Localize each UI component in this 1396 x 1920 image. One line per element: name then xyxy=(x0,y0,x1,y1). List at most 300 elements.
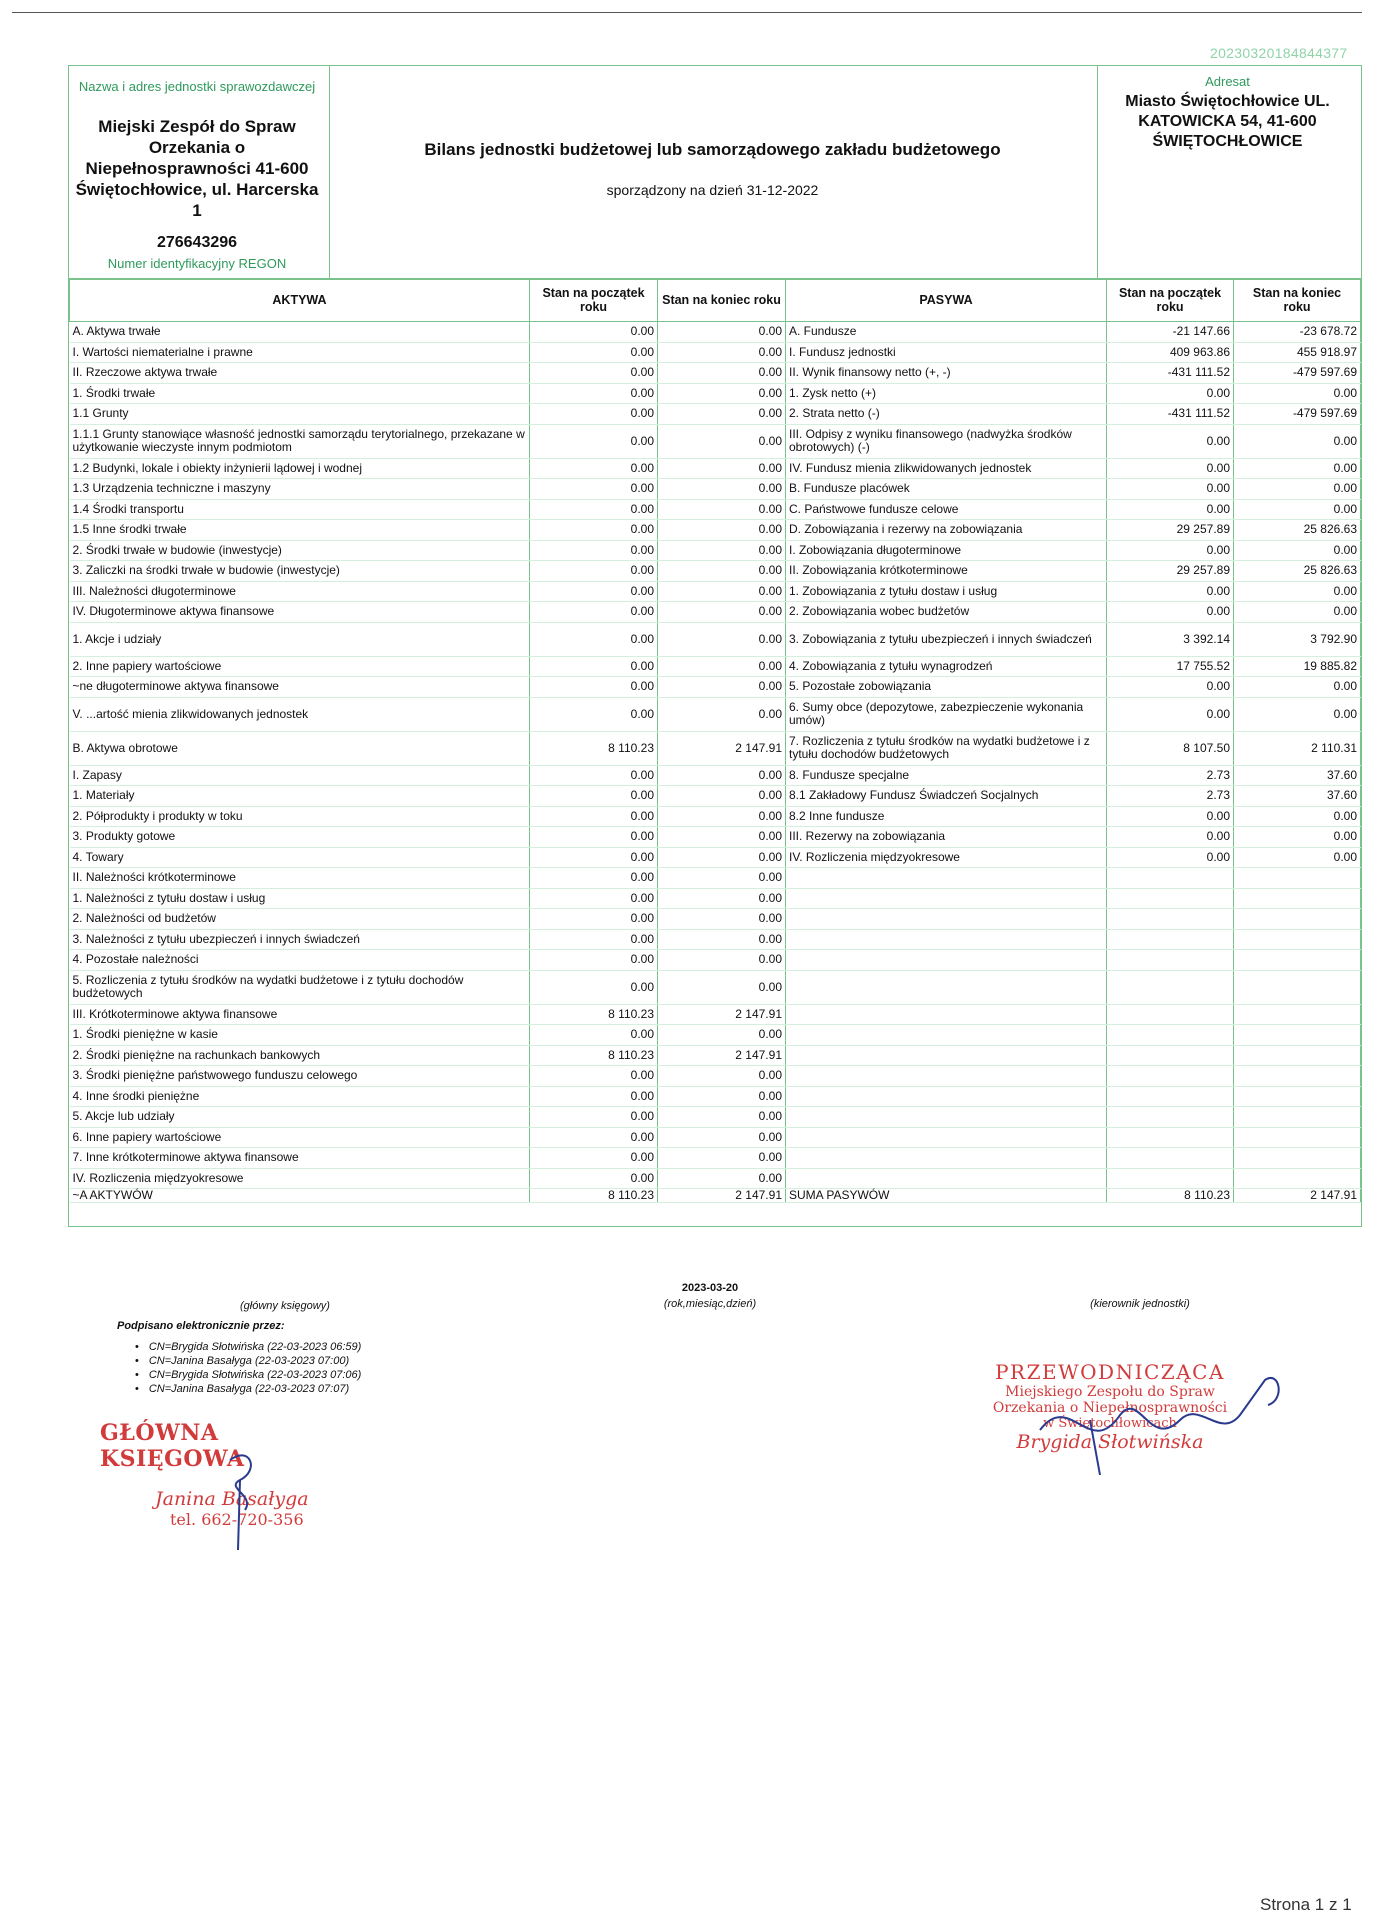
asset-start: 0.00 xyxy=(530,499,658,520)
balance-row xyxy=(70,929,1361,950)
header-pasywa: PASYWA xyxy=(786,279,1107,322)
balance-row xyxy=(70,806,1361,827)
liability-start: 29 257.89 xyxy=(1107,561,1234,582)
stamp-name: Janina Basałyga xyxy=(155,1488,309,1510)
liability-start xyxy=(1107,970,1234,1004)
liability-start xyxy=(1107,1107,1234,1128)
asset-start: 0.00 xyxy=(530,786,658,807)
liability-end xyxy=(1234,868,1361,889)
asset-end: 0.00 xyxy=(658,1086,786,1107)
chief-accountant-label: (główny księgowy) xyxy=(240,1300,330,1312)
liability-end: 2 147.91 xyxy=(1234,1189,1361,1203)
asset-start: 0.00 xyxy=(530,581,658,602)
asset-label: 1. Materiały xyxy=(70,786,530,807)
liability-label: I. Fundusz jednostki xyxy=(786,342,1107,363)
liability-label xyxy=(786,1025,1107,1046)
balance-row xyxy=(70,786,1361,807)
asset-label: 4. Pozostałe należności xyxy=(70,950,530,971)
liability-end: 0.00 xyxy=(1234,424,1361,458)
asset-label: 5. Akcje lub udziały xyxy=(70,1107,530,1128)
liability-start: 0.00 xyxy=(1107,383,1234,404)
liability-start: 17 755.52 xyxy=(1107,656,1234,677)
asset-start: 0.00 xyxy=(530,656,658,677)
liability-label xyxy=(786,868,1107,889)
liability-start: 0.00 xyxy=(1107,540,1234,561)
asset-start: 0.00 xyxy=(530,888,658,909)
asset-end: 0.00 xyxy=(658,322,786,343)
asset-end: 0.00 xyxy=(658,929,786,950)
asset-start: 0.00 xyxy=(530,622,658,656)
asset-start: 0.00 xyxy=(530,363,658,384)
asset-label: 1. Należności z tytułu dostaw i usług xyxy=(70,888,530,909)
asset-label: 5. Rozliczenia z tytułu środków na wydatki budżetowe i z tytułu dochodów budżetowych xyxy=(70,970,530,1004)
asset-start: 0.00 xyxy=(530,1107,658,1128)
liability-start xyxy=(1107,888,1234,909)
liability-start xyxy=(1107,1025,1234,1046)
liability-label: II. Wynik finansowy netto (+, -) xyxy=(786,363,1107,384)
asset-label: 2. Środki pieniężne na rachunkach bankowych xyxy=(70,1045,530,1066)
asset-label: 2. Należności od budżetów xyxy=(70,909,530,930)
liability-label: 6. Sumy obce (depozytowe, zabezpieczenie wykonania umów) xyxy=(786,697,1107,731)
asset-end: 0.00 xyxy=(658,888,786,909)
liability-end: 0.00 xyxy=(1234,383,1361,404)
asset-label: 2. Półprodukty i produkty w toku xyxy=(70,806,530,827)
liability-label: 1. Zysk netto (+) xyxy=(786,383,1107,404)
balance-row xyxy=(70,383,1361,404)
liability-label xyxy=(786,1004,1107,1025)
liability-end: 0.00 xyxy=(1234,602,1361,623)
balance-row xyxy=(70,827,1361,848)
liability-label xyxy=(786,1127,1107,1148)
asset-start: 0.00 xyxy=(530,970,658,1004)
liability-end xyxy=(1234,1168,1361,1189)
asset-end: 0.00 xyxy=(658,806,786,827)
liability-start: 0.00 xyxy=(1107,602,1234,623)
header-liabilities-end: Stan na koniec roku xyxy=(1234,279,1361,322)
unit-name: Miejski Zespół do Spraw Orzekania o Niepełnosprawności 41-600 Świętochłowice, ul. Harcerska 1 xyxy=(75,117,319,220)
asset-start: 0.00 xyxy=(530,847,658,868)
totals-row xyxy=(70,1189,1361,1203)
asset-end: 0.00 xyxy=(658,827,786,848)
liability-start xyxy=(1107,1127,1234,1148)
asset-start: 0.00 xyxy=(530,322,658,343)
asset-start: 0.00 xyxy=(530,424,658,458)
liability-start: 29 257.89 xyxy=(1107,520,1234,541)
signature-item: • CN=Brygida Słotwińska (22-03-2023 07:06) xyxy=(135,1368,361,1382)
liability-start: 2.73 xyxy=(1107,765,1234,786)
liability-start: 0.00 xyxy=(1107,581,1234,602)
liability-start: 0.00 xyxy=(1107,499,1234,520)
asset-label: 4. Inne środki pieniężne xyxy=(70,1086,530,1107)
asset-start: 0.00 xyxy=(530,765,658,786)
asset-end: 0.00 xyxy=(658,363,786,384)
asset-start: 0.00 xyxy=(530,929,658,950)
stamp-name: Brygida Słotwińska xyxy=(1016,1431,1204,1453)
sign-date-label: (rok,miesiąc,dzień) xyxy=(663,1298,757,1310)
asset-end: 2 147.91 xyxy=(658,1189,786,1203)
signature-list xyxy=(135,1340,361,1396)
balance-row xyxy=(70,622,1361,656)
handwritten-signature-icon xyxy=(1030,1370,1290,1480)
liability-label xyxy=(786,1045,1107,1066)
liability-end xyxy=(1234,950,1361,971)
asset-label: 4. Towary xyxy=(70,847,530,868)
liability-end: 0.00 xyxy=(1234,581,1361,602)
stamp-title: PRZEWODNICZĄCA xyxy=(995,1360,1225,1384)
liability-label: 2. Strata netto (-) xyxy=(786,404,1107,425)
balance-row xyxy=(70,1127,1361,1148)
liability-label: 1. Zobowiązania z tytułu dostaw i usług xyxy=(786,581,1107,602)
asset-label: 3. Należności z tytułu ubezpieczeń i innych świadczeń xyxy=(70,929,530,950)
liability-end xyxy=(1234,1025,1361,1046)
liability-label: III. Rezerwy na zobowiązania xyxy=(786,827,1107,848)
liability-start: -431 111.52 xyxy=(1107,363,1234,384)
liability-end xyxy=(1234,1086,1361,1107)
document-title: Bilans jednostki budżetowej lub samorządowego zakładu budżetowego xyxy=(424,140,1001,159)
balance-row xyxy=(70,909,1361,930)
liability-start: 0.00 xyxy=(1107,479,1234,500)
liability-start: 0.00 xyxy=(1107,806,1234,827)
liability-end: 2 110.31 xyxy=(1234,731,1361,765)
handwritten-signature-icon xyxy=(200,1440,290,1560)
liability-start xyxy=(1107,950,1234,971)
balance-row xyxy=(70,1066,1361,1087)
liability-end xyxy=(1234,1148,1361,1169)
asset-label: 3. Zaliczki na środki trwałe w budowie (inwestycje) xyxy=(70,561,530,582)
liability-start xyxy=(1107,1168,1234,1189)
stamp-title: GŁÓWNA KSIĘGOWA xyxy=(100,1420,245,1472)
liability-label: C. Państwowe fundusze celowe xyxy=(786,499,1107,520)
asset-start: 8 110.23 xyxy=(530,731,658,765)
asset-start: 0.00 xyxy=(530,383,658,404)
liability-label: II. Zobowiązania krótkoterminowe xyxy=(786,561,1107,582)
liability-label xyxy=(786,970,1107,1004)
liability-label xyxy=(786,1107,1107,1128)
balance-row xyxy=(70,581,1361,602)
liability-end: 37.60 xyxy=(1234,765,1361,786)
liability-end xyxy=(1234,888,1361,909)
asset-label: 1. Akcje i udziały xyxy=(70,622,530,656)
liability-end: 3 792.90 xyxy=(1234,622,1361,656)
liability-start: 0.00 xyxy=(1107,677,1234,698)
liability-label: IV. Fundusz mienia zlikwidowanych jednostek xyxy=(786,458,1107,479)
asset-label: 1.1.1 Grunty stanowiące własność jednostki samorządu terytorialnego, przekazane w użytkowanie wieczyste innym podmiotom xyxy=(70,424,530,458)
asset-end: 0.00 xyxy=(658,970,786,1004)
liability-label: 3. Zobowiązania z tytułu ubezpieczeń i innych świadczeń xyxy=(786,622,1107,656)
asset-start: 0.00 xyxy=(530,950,658,971)
liability-label: D. Zobowiązania i rezerwy na zobowiązania xyxy=(786,520,1107,541)
balance-row xyxy=(70,656,1361,677)
asset-start: 0.00 xyxy=(530,868,658,889)
header-assets-start: Stan na początek roku xyxy=(530,279,658,322)
regon-number: 276643296 xyxy=(156,234,238,251)
asset-label: 6. Inne papiery wartościowe xyxy=(70,1127,530,1148)
liability-end xyxy=(1234,909,1361,930)
stamp-line: Orzekania o Niepełnosprawności xyxy=(992,1400,1228,1416)
liability-end: 0.00 xyxy=(1234,677,1361,698)
asset-label: 1. Środki trwałe xyxy=(70,383,530,404)
addressee-name: Miasto Świętochłowice UL. KATOWICKA 54, 41-600 ŚWIĘTOCHŁOWICE xyxy=(1125,93,1330,150)
balance-row xyxy=(70,868,1361,889)
balance-row xyxy=(70,404,1361,425)
balance-row xyxy=(70,1004,1361,1025)
asset-label: I. Wartości niematerialne i prawne xyxy=(70,342,530,363)
asset-start: 8 110.23 xyxy=(530,1004,658,1025)
liability-end xyxy=(1234,1066,1361,1087)
liability-label xyxy=(786,950,1107,971)
liability-end: 25 826.63 xyxy=(1234,520,1361,541)
asset-label: ~A AKTYWÓW xyxy=(70,1189,530,1203)
stamp-phone: tel. 662-720-356 xyxy=(170,1510,304,1529)
page-number: Strona 1 z 1 xyxy=(1260,1895,1352,1914)
balance-row xyxy=(70,1025,1361,1046)
liability-label: 7. Rozliczenia z tytułu środków na wydatki budżetowe i z tytułu dochodów budżetowych xyxy=(786,731,1107,765)
balance-row xyxy=(70,731,1361,765)
balance-row xyxy=(70,888,1361,909)
liability-start: 409 963.86 xyxy=(1107,342,1234,363)
asset-label: 1.1 Grunty xyxy=(70,404,530,425)
liability-label: IV. Rozliczenia międzyokresowe xyxy=(786,847,1107,868)
liability-start xyxy=(1107,1086,1234,1107)
liability-end xyxy=(1234,1045,1361,1066)
balance-row xyxy=(70,1168,1361,1189)
liability-start: 2.73 xyxy=(1107,786,1234,807)
balance-row xyxy=(70,1086,1361,1107)
addressee-label: Adresat xyxy=(1205,74,1250,89)
asset-end: 0.00 xyxy=(658,868,786,889)
asset-start: 0.00 xyxy=(530,806,658,827)
liability-end: -479 597.69 xyxy=(1234,404,1361,425)
liability-start xyxy=(1107,909,1234,930)
balance-row xyxy=(70,424,1361,458)
liability-start xyxy=(1107,1066,1234,1087)
liability-label: 8.2 Inne fundusze xyxy=(786,806,1107,827)
liability-label xyxy=(786,888,1107,909)
balance-row xyxy=(70,765,1361,786)
asset-end: 0.00 xyxy=(658,561,786,582)
asset-start: 8 110.23 xyxy=(530,1189,658,1203)
asset-end: 0.00 xyxy=(658,697,786,731)
liability-end: 0.00 xyxy=(1234,540,1361,561)
liability-end: 0.00 xyxy=(1234,806,1361,827)
asset-label: 2. Inne papiery wartościowe xyxy=(70,656,530,677)
liability-end: 0.00 xyxy=(1234,847,1361,868)
asset-start: 0.00 xyxy=(530,458,658,479)
asset-label: I. Zapasy xyxy=(70,765,530,786)
asset-label: 7. Inne krótkoterminowe aktywa finansowe xyxy=(70,1148,530,1169)
unit-label: Nazwa i adres jednostki sprawozdawczej xyxy=(78,79,316,94)
asset-label: II. Rzeczowe aktywa trwałe xyxy=(70,363,530,384)
asset-end: 0.00 xyxy=(658,581,786,602)
regon-label: Numer identyfikacyjny REGON xyxy=(107,256,287,271)
asset-end: 0.00 xyxy=(658,424,786,458)
liability-end: 0.00 xyxy=(1234,827,1361,848)
sign-date: 2023-03-20 xyxy=(681,1282,739,1294)
liability-label: I. Zobowiązania długoterminowe xyxy=(786,540,1107,561)
asset-end: 0.00 xyxy=(658,656,786,677)
liability-label: SUMA PASYWÓW xyxy=(786,1189,1107,1203)
asset-start: 0.00 xyxy=(530,404,658,425)
asset-start: 0.00 xyxy=(530,1025,658,1046)
balance-row xyxy=(70,950,1361,971)
liability-label xyxy=(786,929,1107,950)
asset-end: 2 147.91 xyxy=(658,731,786,765)
asset-label: A. Aktywa trwałe xyxy=(70,322,530,343)
asset-start: 0.00 xyxy=(530,479,658,500)
balance-row xyxy=(70,847,1361,868)
balance-row xyxy=(70,1107,1361,1128)
liability-end xyxy=(1234,1107,1361,1128)
balance-row xyxy=(70,1045,1361,1066)
balance-row xyxy=(70,479,1361,500)
asset-start: 8 110.23 xyxy=(530,1045,658,1066)
document-date: sporządzony na dzień 31-12-2022 xyxy=(606,182,819,198)
liability-start xyxy=(1107,1045,1234,1066)
liability-label: B. Fundusze placówek xyxy=(786,479,1107,500)
liability-label: 8.1 Zakładowy Fundusz Świadczeń Socjalnych xyxy=(786,786,1107,807)
balance-header-row xyxy=(70,279,1361,322)
asset-end: 0.00 xyxy=(658,1066,786,1087)
liability-label xyxy=(786,1066,1107,1087)
asset-start: 0.00 xyxy=(530,697,658,731)
asset-end: 0.00 xyxy=(658,383,786,404)
balance-row xyxy=(70,363,1361,384)
liability-end: 19 885.82 xyxy=(1234,656,1361,677)
balance-row xyxy=(70,520,1361,541)
asset-end: 0.00 xyxy=(658,677,786,698)
asset-label: IV. Długoterminowe aktywa finansowe xyxy=(70,602,530,623)
asset-label: III. Należności długoterminowe xyxy=(70,581,530,602)
asset-start: 0.00 xyxy=(530,1148,658,1169)
liability-end: 0.00 xyxy=(1234,499,1361,520)
liability-end: 0.00 xyxy=(1234,697,1361,731)
asset-start: 0.00 xyxy=(530,909,658,930)
liability-start: 0.00 xyxy=(1107,697,1234,731)
liability-end: -23 678.72 xyxy=(1234,322,1361,343)
balance-row xyxy=(70,970,1361,1004)
liability-label xyxy=(786,909,1107,930)
asset-label: 3. Środki pieniężne państwowego funduszu celowego xyxy=(70,1066,530,1087)
liability-start: 8 110.23 xyxy=(1107,1189,1234,1203)
liability-end xyxy=(1234,970,1361,1004)
signed-electronically-label: Podpisano elektronicznie przez: xyxy=(117,1320,285,1332)
asset-label: 1.2 Budynki, lokale i obiekty inżynierii lądowej i wodnej xyxy=(70,458,530,479)
liability-label xyxy=(786,1086,1107,1107)
balance-row xyxy=(70,602,1361,623)
liability-end: -479 597.69 xyxy=(1234,363,1361,384)
asset-end: 0.00 xyxy=(658,1148,786,1169)
header-assets-end: Stan na koniec roku xyxy=(658,279,786,322)
balance-row xyxy=(70,1148,1361,1169)
asset-start: 0.00 xyxy=(530,1168,658,1189)
liability-label: 8. Fundusze specjalne xyxy=(786,765,1107,786)
liability-end: 455 918.97 xyxy=(1234,342,1361,363)
stamp-line: w Świętochłowicach xyxy=(1043,1416,1177,1431)
asset-label: 1.5 Inne środki trwałe xyxy=(70,520,530,541)
liability-start xyxy=(1107,1148,1234,1169)
liability-end xyxy=(1234,1004,1361,1025)
asset-label: III. Krótkoterminowe aktywa finansowe xyxy=(70,1004,530,1025)
balance-row xyxy=(70,561,1361,582)
signature-item: • CN=Brygida Słotwińska (22-03-2023 06:59) xyxy=(135,1340,361,1354)
liability-start: 0.00 xyxy=(1107,827,1234,848)
asset-label: 1.4 Środki transportu xyxy=(70,499,530,520)
liability-start: 0.00 xyxy=(1107,847,1234,868)
liability-start: 8 107.50 xyxy=(1107,731,1234,765)
asset-end: 0.00 xyxy=(658,1168,786,1189)
liability-start: 0.00 xyxy=(1107,458,1234,479)
asset-end: 0.00 xyxy=(658,479,786,500)
asset-end: 2 147.91 xyxy=(658,1004,786,1025)
balance-row xyxy=(70,540,1361,561)
asset-start: 0.00 xyxy=(530,1086,658,1107)
asset-label: B. Aktywa obrotowe xyxy=(70,731,530,765)
liability-end: 25 826.63 xyxy=(1234,561,1361,582)
liability-start xyxy=(1107,868,1234,889)
asset-start: 0.00 xyxy=(530,520,658,541)
asset-start: 0.00 xyxy=(530,342,658,363)
signature-item: • CN=Janina Basałyga (22-03-2023 07:07) xyxy=(135,1382,361,1396)
balance-row xyxy=(70,697,1361,731)
document-id: 20230320184844377 xyxy=(1210,45,1348,61)
asset-end: 0.00 xyxy=(658,765,786,786)
asset-label: 3. Produkty gotowe xyxy=(70,827,530,848)
liability-start xyxy=(1107,929,1234,950)
asset-end: 0.00 xyxy=(658,622,786,656)
asset-end: 0.00 xyxy=(658,1107,786,1128)
liability-label: 2. Zobowiązania wobec budżetów xyxy=(786,602,1107,623)
balance-row xyxy=(70,322,1361,343)
liability-label: 5. Pozostałe zobowiązania xyxy=(786,677,1107,698)
balance-row xyxy=(70,499,1361,520)
unit-head-label: (kierownik jednostki) xyxy=(1090,1298,1190,1310)
asset-end: 2 147.91 xyxy=(658,1045,786,1066)
asset-start: 0.00 xyxy=(530,602,658,623)
balance-table xyxy=(69,278,1361,1203)
liability-end xyxy=(1234,929,1361,950)
asset-label: II. Należności krótkoterminowe xyxy=(70,868,530,889)
asset-label: 1.3 Urządzenia techniczne i maszyny xyxy=(70,479,530,500)
liability-end: 37.60 xyxy=(1234,786,1361,807)
liability-label xyxy=(786,1168,1107,1189)
asset-label: 2. Środki trwałe w budowie (inwestycje) xyxy=(70,540,530,561)
asset-end: 0.00 xyxy=(658,540,786,561)
asset-start: 0.00 xyxy=(530,561,658,582)
asset-end: 0.00 xyxy=(658,342,786,363)
asset-end: 0.00 xyxy=(658,909,786,930)
balance-row xyxy=(70,677,1361,698)
liability-label xyxy=(786,1148,1107,1169)
asset-end: 0.00 xyxy=(658,786,786,807)
asset-end: 0.00 xyxy=(658,404,786,425)
liability-end xyxy=(1234,1127,1361,1148)
asset-end: 0.00 xyxy=(658,1127,786,1148)
asset-start: 0.00 xyxy=(530,1127,658,1148)
scan-top-edge-line xyxy=(12,12,1362,13)
asset-label: IV. Rozliczenia międzyokresowe xyxy=(70,1168,530,1189)
asset-start: 0.00 xyxy=(530,540,658,561)
asset-end: 0.00 xyxy=(658,847,786,868)
header-aktywa: AKTYWA xyxy=(70,279,530,322)
balance-row xyxy=(70,458,1361,479)
liability-start: 3 392.14 xyxy=(1107,622,1234,656)
asset-start: 0.00 xyxy=(530,677,658,698)
header-liabilities-start: Stan na początek roku xyxy=(1107,279,1234,322)
asset-label: V. ...artość mienia zlikwidowanych jednostek xyxy=(70,697,530,731)
stamp-line: Miejskiego Zespołu do Spraw xyxy=(1005,1384,1215,1400)
liability-end: 0.00 xyxy=(1234,458,1361,479)
balance-row xyxy=(70,342,1361,363)
